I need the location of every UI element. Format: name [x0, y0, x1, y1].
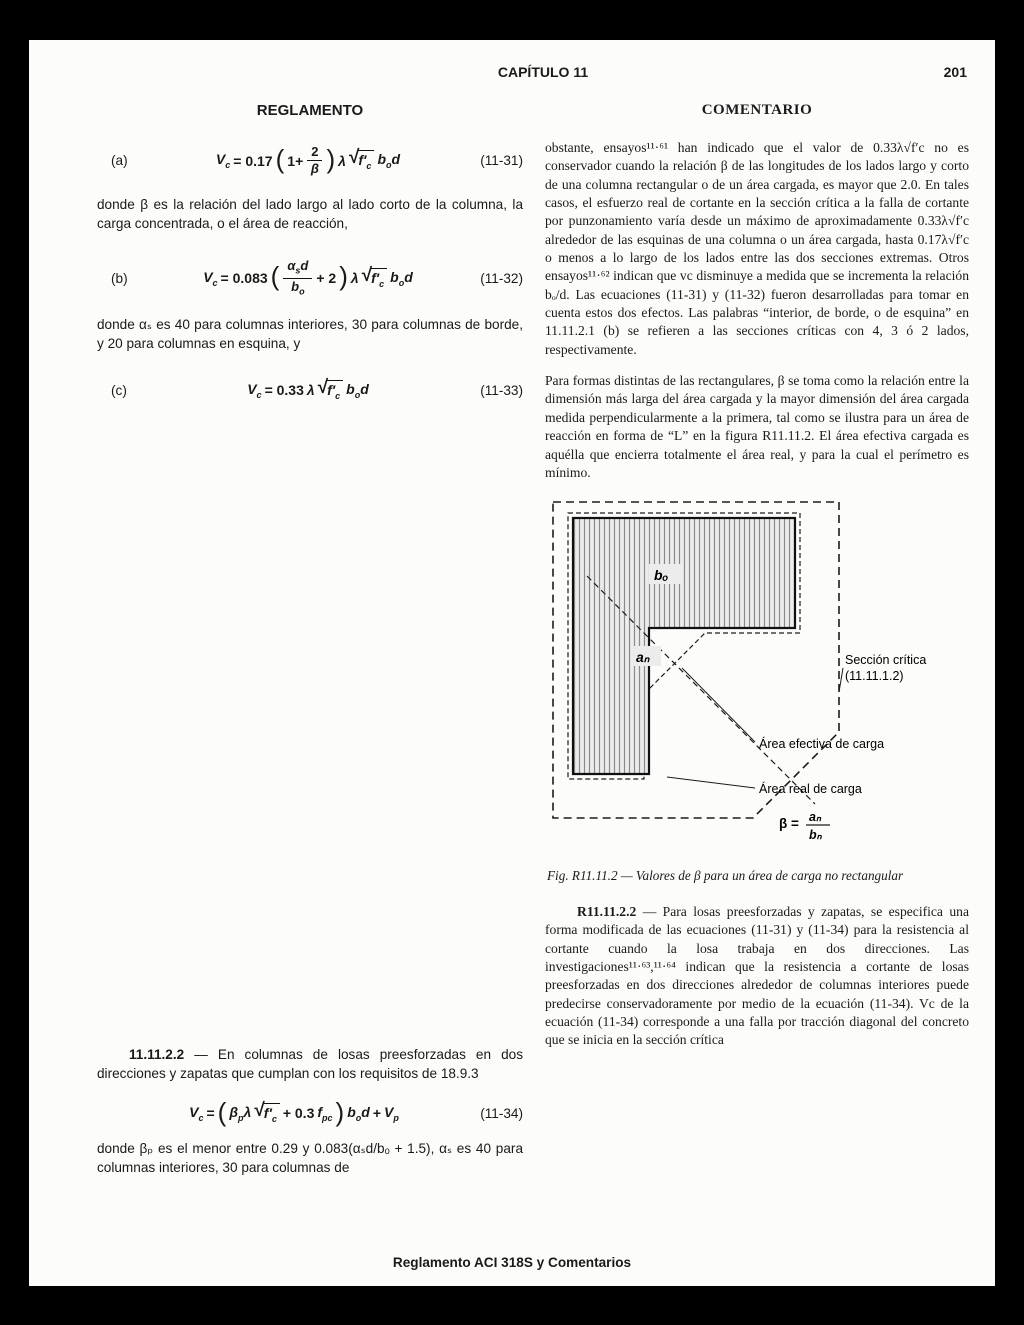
- square-root: √ $f'_c$: [254, 1103, 279, 1124]
- math-token: $f_{pc}$: [317, 1103, 333, 1123]
- equation-number: (11-31): [480, 153, 523, 169]
- reglamento-column: [97, 100, 523, 1176]
- math-token: = 0.33: [264, 382, 304, 399]
- radical-sign: √: [254, 1099, 265, 1121]
- paragraph: Para formas distintas de las rectangulares, β se toma como la relación entre la dimensión más larga del área cargada y la mayor dimensión del área cargada medida perpendicularmente a la primera, tal como se ilustra para un área de reacción en forma de “L” en la figura R11.11.2. El área efectiva cargada es aquélla que encierra totalmente el área real, y para la cual el perímetro es mínimo.: [545, 373, 969, 480]
- beta-numerator: aₙ: [809, 810, 821, 825]
- math-token: + 2: [316, 270, 337, 287]
- radical-sign: √: [348, 147, 360, 169]
- left-paren: (: [275, 144, 285, 175]
- left-paren: (: [270, 261, 280, 292]
- math-token: λ: [338, 152, 346, 169]
- radical-sign: √: [317, 376, 329, 398]
- figure-r11-11-2: [547, 496, 969, 885]
- radical-sign: √: [361, 264, 373, 286]
- fraction: $\frac{2}{\beta}$: [307, 145, 322, 177]
- equation-number: (11-34): [480, 1105, 523, 1121]
- effective-area-label: Área efectiva de carga: [759, 737, 885, 752]
- equation-number: (11-33): [480, 382, 523, 398]
- math-token: $\beta_p\lambda$: [229, 1103, 252, 1123]
- real-area-label: Área real de carga: [759, 782, 862, 797]
- paragraph: obstante, ensayos¹¹·⁶¹ han indicado que el valor de 0.33λ√f′c no es conservador cuando la relación β de las longitudes de los lados largo y corto de una columna rectangular o de un área cargada, es mayor que 2.0. En tales casos, el esfuerzo real de cortante en la sección crítica a la falla de cortante por punzonamiento varía desde un máximo de aproximadamente 0.33λ√f′c alrededor de las esquinas de una columna o un área cargada, hasta 0.17λ√f′c o menos a lo largo de los lados entre las dos secciones extremas. Otros ensayos¹¹·⁶² indican que vc disminuye a medida que se incrementa la relación bₒ/d. Las ecuaciones (11-31) y (11-32) fueron desarrolladas para tomar en cuenta estos dos efectos. Las palabras “interior, de borde, o de esquina” en 11.11.2.1 (b) se refieren a las secciones críticas con 4, 3 ó 2 lados, respectivamente.: [545, 140, 969, 357]
- equation-item-label: (b): [111, 270, 128, 286]
- math-token: $b_od$: [390, 268, 413, 288]
- two-column-layout: [97, 100, 995, 1176]
- critical-section-ref: (11.11.1.2): [845, 669, 904, 684]
- math-token: +: [372, 1105, 382, 1122]
- beta-equals-label: β =: [779, 816, 799, 832]
- equation-item-label: (c): [111, 382, 127, 398]
- figure-caption: Fig. R11.11.2 — Valores de β para un área de carga no rectangular: [547, 868, 904, 884]
- equation-11-31: [97, 145, 523, 177]
- page-header: [29, 64, 995, 84]
- math-token: $b_od$: [346, 380, 369, 400]
- page-number: 201: [943, 64, 967, 80]
- equation-11-32: [97, 259, 523, 297]
- an-label: aₙ: [636, 649, 650, 666]
- right-paren: ): [326, 144, 336, 175]
- math-token: λ: [350, 270, 359, 287]
- paragraph: donde β es la relación del lado largo al lado corto de la columna, la carga concentrada, o el área de reacción,: [97, 196, 523, 231]
- real-leader-line: [667, 777, 755, 788]
- math-token: $V_c$: [215, 151, 231, 171]
- math-token: = 0.083: [220, 270, 268, 287]
- figure-drawing: [547, 496, 955, 848]
- equation-number: (11-32): [480, 270, 523, 286]
- math-token: $V_c$: [203, 268, 218, 288]
- math-token: + 0.3: [282, 1105, 315, 1122]
- page-footer: Reglamento ACI 318S y Comentarios: [392, 1255, 632, 1270]
- bo-label: bₒ: [654, 567, 669, 584]
- right-paren: ): [339, 261, 348, 292]
- math-token: $b_od$: [347, 1103, 370, 1123]
- math-token: $V_p$: [384, 1103, 399, 1123]
- math-token: 1+: [287, 152, 304, 169]
- equation-body: [155, 259, 461, 297]
- math-token: =: [206, 1105, 215, 1122]
- equation-body: [127, 1096, 461, 1127]
- chapter-title: CAPÍTULO 11: [497, 64, 589, 80]
- section-number: 11.11.2.2: [129, 1047, 185, 1062]
- comentario-column: [545, 100, 969, 1063]
- math-token: = 0.17: [233, 152, 273, 169]
- fraction: $\frac{\alpha_sd}{b_o}$: [283, 259, 312, 297]
- math-token: $b_od$: [377, 151, 401, 171]
- paragraph: donde βₚ es el menor entre 0.29 y 0.083(αₛd/bₒ + 1.5), αₛ es 40 para columnas interiores, 30 para columnas de: [97, 1140, 523, 1176]
- reglamento-heading: REGLAMENTO: [256, 102, 364, 119]
- equation-item-label: (a): [111, 153, 128, 169]
- section-11-11-2-2: [97, 1045, 523, 1188]
- right-paren: ): [335, 1096, 345, 1127]
- paragraph: donde αₛ es 40 para columnas interiores, 30 para columnas de borde, y 20 para columnas en esquina, y: [97, 317, 523, 352]
- document-page: [29, 40, 995, 1286]
- square-root: √ $f'_c$: [349, 150, 374, 171]
- square-root: √ $f'_c$: [362, 268, 387, 289]
- equation-11-33: [97, 376, 523, 401]
- section-paragraph: 11.11.2.2 — En columnas de losas preesforzadas en dos direcciones y zapatas que cumplan con los requisitos de 18.9.3: [97, 1047, 523, 1082]
- effective-leader-line: [682, 668, 755, 742]
- equation-body: [155, 145, 461, 177]
- comentario-heading: COMENTARIO: [701, 102, 813, 118]
- critical-section-label: Sección crítica: [845, 653, 927, 668]
- math-token: $V_c$: [247, 380, 262, 400]
- beta-denominator: bₙ: [809, 828, 822, 843]
- math-token: $V_c$: [189, 1103, 204, 1123]
- equation-body: [155, 376, 461, 401]
- commentary-section-paragraph: R11.11.2.2 — Para losas preesforzadas y zapatas, se especifica una forma modificada de las ecuaciones (11-31) y (11-34) para la resistencia al cortante cuando la losa trabaja en dos direcciones. Las investigaciones¹¹·⁶³,¹¹·⁶⁴ indican que la resistencia a cortante de losas preesforzadas en dos direcciones alrededor de columnas interiores puede predecirse conservadoramente por medio de la ecuación (11-34). Vc de la ecuación (11-34) corresponde a una falla por tracción diagonal del concreto que se inicia en la sección crítica: [545, 904, 969, 1048]
- square-root: √ $f'_c$: [318, 380, 343, 401]
- math-token: λ: [306, 382, 315, 399]
- left-paren: (: [217, 1096, 227, 1127]
- real-area-shape: [573, 518, 795, 774]
- equation-11-34: [97, 1096, 523, 1127]
- commentary-section-number: R11.11.2.2: [577, 904, 637, 919]
